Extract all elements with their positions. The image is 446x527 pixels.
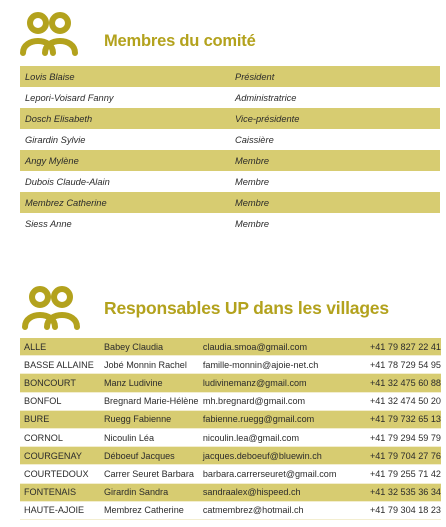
email-link[interactable]: jacques.deboeuf@bluewin.ch xyxy=(199,447,366,465)
member-name: Membrez Catherine xyxy=(20,192,230,213)
phone-number: +41 79 827 22 41 xyxy=(366,338,441,356)
phone-number: +41 79 255 71 42 xyxy=(366,465,441,483)
village-name: BONCOURT xyxy=(20,374,100,392)
committee-header xyxy=(0,0,446,60)
phone-number: +41 79 732 65 13 xyxy=(366,410,441,428)
email-link[interactable]: sandraalex@hispeed.ch xyxy=(199,483,366,501)
member-name: Dosch Elisabeth xyxy=(20,108,230,129)
village-name: BONFOL xyxy=(20,392,100,410)
email-link[interactable]: mh.bregnard@gmail.com xyxy=(199,392,366,410)
phone-number: +41 79 294 59 79 xyxy=(366,428,441,446)
responsible-name: Jobé Monnin Rachel xyxy=(100,356,199,374)
village-name: COURGENAY xyxy=(20,447,100,465)
responsible-name: Girardin Sandra xyxy=(100,483,199,501)
responsible-name: Déboeuf Jacques xyxy=(100,447,199,465)
email-link[interactable]: catmembrez@hotmail.ch xyxy=(199,501,366,519)
member-role: Membre xyxy=(235,218,270,229)
table-row xyxy=(20,87,440,108)
village-name: COURTEDOUX xyxy=(20,465,100,483)
email-link[interactable]: nicoulin.lea@gmail.com xyxy=(199,428,366,446)
table-row xyxy=(20,150,440,171)
member-role: Membre xyxy=(230,150,440,171)
table-row xyxy=(20,356,441,374)
village-name: BASSE ALLAINE xyxy=(20,356,100,374)
member-name: Dubois Claude-Alain xyxy=(25,176,110,187)
table-row xyxy=(20,171,440,192)
table-row xyxy=(20,213,440,234)
responsible-name: Nicoulin Léa xyxy=(100,428,199,446)
village-name: FONTENAIS xyxy=(20,483,100,501)
responsible-name: Babey Claudia xyxy=(100,338,199,356)
member-role: Membre xyxy=(235,176,270,187)
table-row xyxy=(20,129,440,150)
table-row xyxy=(20,447,441,465)
table-row xyxy=(20,108,440,129)
table-row xyxy=(20,192,440,213)
village-name: BURE xyxy=(20,410,100,428)
responsible-name: Manz Ludivine xyxy=(100,374,199,392)
table-row xyxy=(20,428,441,446)
committee-title: Membres du comité xyxy=(104,32,256,50)
phone-number: +41 32 475 60 88 xyxy=(366,374,441,392)
villages-title: Responsables UP dans les villages xyxy=(104,298,389,318)
village-name: ALLE xyxy=(20,338,100,356)
responsible-name: Membrez Catherine xyxy=(100,501,199,519)
member-name: Siess Anne xyxy=(25,218,72,229)
member-role: Vice-présidente xyxy=(230,108,440,129)
table-row xyxy=(20,410,441,428)
villages-table xyxy=(20,338,441,520)
table-row xyxy=(20,66,440,87)
phone-number: +41 32 474 50 20 xyxy=(366,392,441,410)
phone-number: +41 79 304 18 23 xyxy=(366,501,441,519)
responsible-name: Bregnard Marie-Hélène xyxy=(100,392,199,410)
people-icon xyxy=(20,282,82,332)
email-link[interactable]: claudia.smoa@gmail.com xyxy=(199,338,366,356)
villages-header xyxy=(0,278,446,338)
member-name: Lovis Blaise xyxy=(20,66,230,87)
table-row xyxy=(20,392,441,410)
committee-table xyxy=(20,66,440,234)
people-icon xyxy=(18,8,80,58)
phone-number: +41 32 535 36 34 xyxy=(366,483,441,501)
member-role: Administratrice xyxy=(235,92,297,103)
member-role: Caissière xyxy=(235,134,274,145)
responsible-name: Carrer Seuret Barbara xyxy=(100,465,199,483)
responsible-name: Ruegg Fabienne xyxy=(100,410,199,428)
email-link[interactable]: ludivinemanz@gmail.com xyxy=(199,374,366,392)
table-row xyxy=(20,483,441,501)
phone-number: +41 78 729 54 95 xyxy=(366,356,441,374)
village-name: HAUTE-AJOIE xyxy=(20,501,100,519)
village-name: CORNOL xyxy=(20,428,100,446)
member-name: Lepori-Voisard Fanny xyxy=(25,92,114,103)
table-row xyxy=(20,338,441,356)
email-link[interactable]: famille-monnin@ajoie-net.ch xyxy=(199,356,366,374)
email-link[interactable]: barbara.carrerseuret@gmail.com xyxy=(199,465,366,483)
member-role: Président xyxy=(230,66,440,87)
member-name: Angy Mylène xyxy=(20,150,230,171)
table-row xyxy=(20,501,441,519)
phone-number: +41 79 704 27 76 xyxy=(366,447,441,465)
table-row xyxy=(20,374,441,392)
table-row xyxy=(20,465,441,483)
email-link[interactable]: fabienne.ruegg@gmail.com xyxy=(199,410,366,428)
member-name: Girardin Sylvie xyxy=(25,134,86,145)
member-role: Membre xyxy=(230,192,440,213)
